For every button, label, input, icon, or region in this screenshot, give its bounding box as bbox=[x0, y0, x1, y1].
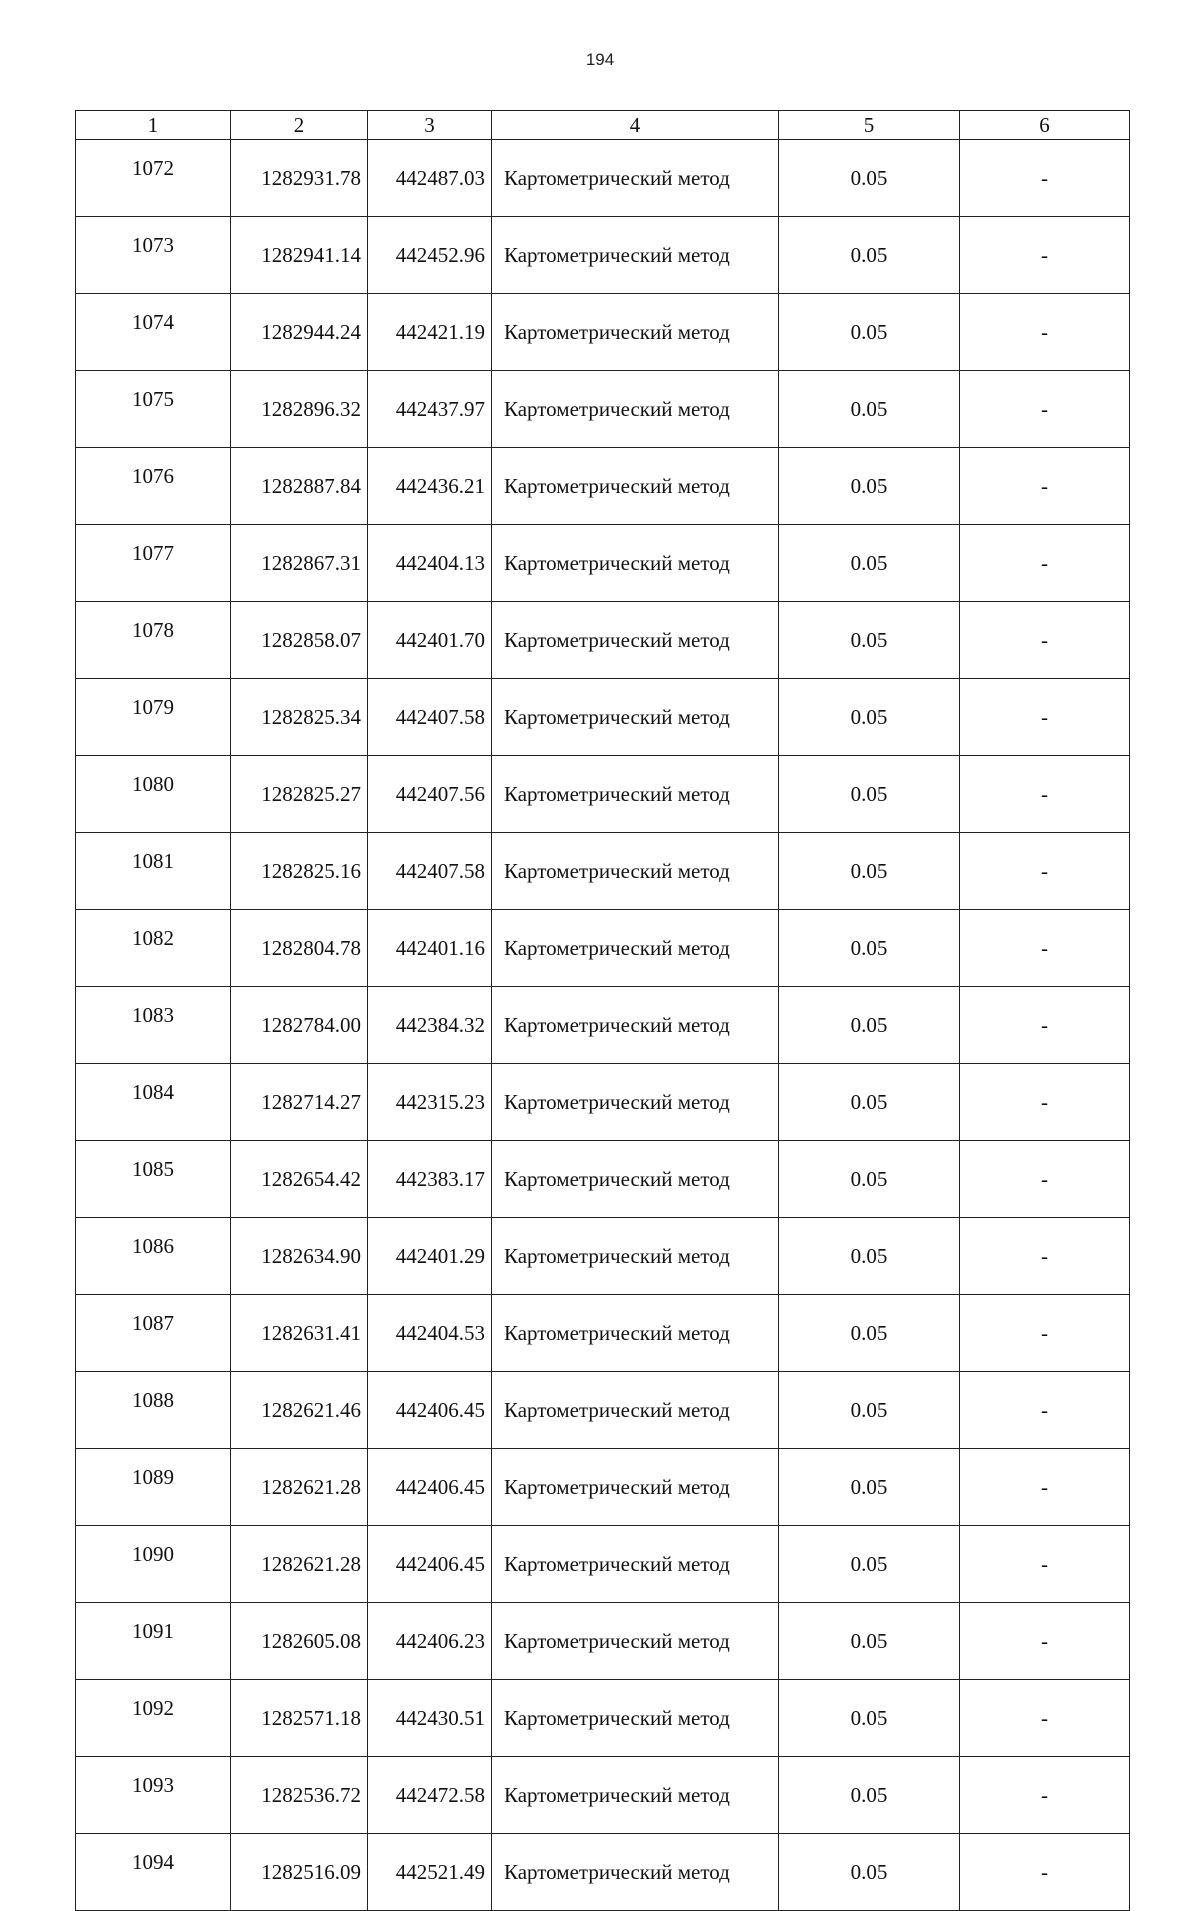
point-number-cell: 1075 bbox=[76, 371, 231, 448]
coordinate-x-cell: 1282654.42 bbox=[231, 1141, 368, 1218]
coordinate-y-cell: 442407.56 bbox=[368, 756, 492, 833]
method-cell: Картометрический метод bbox=[492, 1526, 779, 1603]
note-cell: - bbox=[960, 1295, 1130, 1372]
method-cell: Картометрический метод bbox=[492, 1064, 779, 1141]
table-row bbox=[76, 448, 1130, 525]
note-cell: - bbox=[960, 294, 1130, 371]
coordinate-y-cell: 442401.29 bbox=[368, 1218, 492, 1295]
coordinate-y-cell: 442436.21 bbox=[368, 448, 492, 525]
coordinate-x-cell: 1282804.78 bbox=[231, 910, 368, 987]
accuracy-cell: 0.05 bbox=[779, 910, 960, 987]
accuracy-cell: 0.05 bbox=[779, 294, 960, 371]
coordinate-x-cell: 1282605.08 bbox=[231, 1603, 368, 1680]
coordinate-y-cell: 442521.49 bbox=[368, 1834, 492, 1911]
coordinate-y-cell: 442406.45 bbox=[368, 1526, 492, 1603]
coordinate-y-cell: 442437.97 bbox=[368, 371, 492, 448]
coordinate-x-cell: 1282621.46 bbox=[231, 1372, 368, 1449]
table-row bbox=[76, 217, 1130, 294]
column-header-2: 2 bbox=[231, 111, 368, 140]
note-cell: - bbox=[960, 525, 1130, 602]
coordinates-table bbox=[75, 110, 1130, 1911]
page-number: 194 bbox=[585, 50, 615, 69]
accuracy-cell: 0.05 bbox=[779, 525, 960, 602]
point-number-cell: 1083 bbox=[76, 987, 231, 1064]
accuracy-cell: 0.05 bbox=[779, 1064, 960, 1141]
method-cell: Картометрический метод bbox=[492, 679, 779, 756]
point-number-cell: 1087 bbox=[76, 1295, 231, 1372]
table-row bbox=[76, 1141, 1130, 1218]
coordinate-x-cell: 1282867.31 bbox=[231, 525, 368, 602]
table-row bbox=[76, 910, 1130, 987]
method-cell: Картометрический метод bbox=[492, 833, 779, 910]
method-cell: Картометрический метод bbox=[492, 1680, 779, 1757]
coordinate-x-cell: 1282571.18 bbox=[231, 1680, 368, 1757]
table-header bbox=[76, 111, 1130, 140]
coordinate-y-cell: 442406.45 bbox=[368, 1372, 492, 1449]
coordinate-x-cell: 1282944.24 bbox=[231, 294, 368, 371]
point-number-cell: 1079 bbox=[76, 679, 231, 756]
column-header-3: 3 bbox=[368, 111, 492, 140]
point-number-cell: 1089 bbox=[76, 1449, 231, 1526]
accuracy-cell: 0.05 bbox=[779, 1141, 960, 1218]
note-cell: - bbox=[960, 1526, 1130, 1603]
accuracy-cell: 0.05 bbox=[779, 1757, 960, 1834]
accuracy-cell: 0.05 bbox=[779, 987, 960, 1064]
coordinate-y-cell: 442315.23 bbox=[368, 1064, 492, 1141]
note-cell: - bbox=[960, 756, 1130, 833]
accuracy-cell: 0.05 bbox=[779, 679, 960, 756]
coordinate-x-cell: 1282634.90 bbox=[231, 1218, 368, 1295]
point-number-cell: 1072 bbox=[76, 140, 231, 217]
accuracy-cell: 0.05 bbox=[779, 1372, 960, 1449]
note-cell: - bbox=[960, 1064, 1130, 1141]
coordinate-x-cell: 1282896.32 bbox=[231, 371, 368, 448]
coordinate-x-cell: 1282714.27 bbox=[231, 1064, 368, 1141]
table-row bbox=[76, 1372, 1130, 1449]
accuracy-cell: 0.05 bbox=[779, 140, 960, 217]
coordinate-x-cell: 1282887.84 bbox=[231, 448, 368, 525]
method-cell: Картометрический метод bbox=[492, 1372, 779, 1449]
point-number-cell: 1094 bbox=[76, 1834, 231, 1911]
coordinate-x-cell: 1282825.34 bbox=[231, 679, 368, 756]
coordinate-y-cell: 442404.53 bbox=[368, 1295, 492, 1372]
method-cell: Картометрический метод bbox=[492, 1834, 779, 1911]
coordinate-y-cell: 442407.58 bbox=[368, 679, 492, 756]
coordinate-x-cell: 1282621.28 bbox=[231, 1526, 368, 1603]
accuracy-cell: 0.05 bbox=[779, 602, 960, 679]
note-cell: - bbox=[960, 987, 1130, 1064]
table-row bbox=[76, 1834, 1130, 1911]
accuracy-cell: 0.05 bbox=[779, 1526, 960, 1603]
note-cell: - bbox=[960, 910, 1130, 987]
method-cell: Картометрический метод bbox=[492, 525, 779, 602]
coordinate-x-cell: 1282931.78 bbox=[231, 140, 368, 217]
point-number-cell: 1073 bbox=[76, 217, 231, 294]
note-cell: - bbox=[960, 1141, 1130, 1218]
note-cell: - bbox=[960, 1218, 1130, 1295]
coordinate-y-cell: 442487.03 bbox=[368, 140, 492, 217]
table-row bbox=[76, 1218, 1130, 1295]
column-header-4: 4 bbox=[492, 111, 779, 140]
coordinate-x-cell: 1282784.00 bbox=[231, 987, 368, 1064]
table-row bbox=[76, 525, 1130, 602]
coordinate-y-cell: 442407.58 bbox=[368, 833, 492, 910]
coordinate-y-cell: 442472.58 bbox=[368, 1757, 492, 1834]
table-row bbox=[76, 602, 1130, 679]
table-row bbox=[76, 756, 1130, 833]
method-cell: Картометрический метод bbox=[492, 371, 779, 448]
point-number-cell: 1081 bbox=[76, 833, 231, 910]
note-cell: - bbox=[960, 602, 1130, 679]
method-cell: Картометрический метод bbox=[492, 1295, 779, 1372]
method-cell: Картометрический метод bbox=[492, 1603, 779, 1680]
coordinate-y-cell: 442383.17 bbox=[368, 1141, 492, 1218]
accuracy-cell: 0.05 bbox=[779, 756, 960, 833]
point-number-cell: 1085 bbox=[76, 1141, 231, 1218]
coordinate-x-cell: 1282858.07 bbox=[231, 602, 368, 679]
note-cell: - bbox=[960, 1449, 1130, 1526]
point-number-cell: 1074 bbox=[76, 294, 231, 371]
coordinate-x-cell: 1282621.28 bbox=[231, 1449, 368, 1526]
method-cell: Картометрический метод bbox=[492, 910, 779, 987]
table-row bbox=[76, 987, 1130, 1064]
accuracy-cell: 0.05 bbox=[779, 217, 960, 294]
method-cell: Картометрический метод bbox=[492, 140, 779, 217]
accuracy-cell: 0.05 bbox=[779, 1218, 960, 1295]
note-cell: - bbox=[960, 1680, 1130, 1757]
note-cell: - bbox=[960, 833, 1130, 910]
table-row bbox=[76, 140, 1130, 217]
accuracy-cell: 0.05 bbox=[779, 448, 960, 525]
accuracy-cell: 0.05 bbox=[779, 1680, 960, 1757]
column-header-1: 1 bbox=[76, 111, 231, 140]
coordinate-x-cell: 1282941.14 bbox=[231, 217, 368, 294]
point-number-cell: 1086 bbox=[76, 1218, 231, 1295]
method-cell: Картометрический метод bbox=[492, 448, 779, 525]
column-header-6: 6 bbox=[960, 111, 1130, 140]
point-number-cell: 1084 bbox=[76, 1064, 231, 1141]
point-number-cell: 1088 bbox=[76, 1372, 231, 1449]
table-row bbox=[76, 1603, 1130, 1680]
accuracy-cell: 0.05 bbox=[779, 1449, 960, 1526]
method-cell: Картометрический метод bbox=[492, 1218, 779, 1295]
coordinate-y-cell: 442401.16 bbox=[368, 910, 492, 987]
note-cell: - bbox=[960, 679, 1130, 756]
method-cell: Картометрический метод bbox=[492, 294, 779, 371]
coordinate-y-cell: 442401.70 bbox=[368, 602, 492, 679]
table-row bbox=[76, 679, 1130, 756]
accuracy-cell: 0.05 bbox=[779, 1295, 960, 1372]
coordinate-x-cell: 1282825.27 bbox=[231, 756, 368, 833]
coordinate-y-cell: 442404.13 bbox=[368, 525, 492, 602]
note-cell: - bbox=[960, 217, 1130, 294]
coordinate-y-cell: 442384.32 bbox=[368, 987, 492, 1064]
coordinate-x-cell: 1282825.16 bbox=[231, 833, 368, 910]
point-number-cell: 1092 bbox=[76, 1680, 231, 1757]
table-row bbox=[76, 1295, 1130, 1372]
table-row bbox=[76, 1757, 1130, 1834]
table-row bbox=[76, 1526, 1130, 1603]
note-cell: - bbox=[960, 1757, 1130, 1834]
note-cell: - bbox=[960, 448, 1130, 525]
accuracy-cell: 0.05 bbox=[779, 833, 960, 910]
method-cell: Картометрический метод bbox=[492, 1141, 779, 1218]
method-cell: Картометрический метод bbox=[492, 987, 779, 1064]
coordinate-x-cell: 1282631.41 bbox=[231, 1295, 368, 1372]
method-cell: Картометрический метод bbox=[492, 756, 779, 833]
coordinate-y-cell: 442421.19 bbox=[368, 294, 492, 371]
table-row bbox=[76, 1449, 1130, 1526]
point-number-cell: 1080 bbox=[76, 756, 231, 833]
note-cell: - bbox=[960, 1372, 1130, 1449]
point-number-cell: 1076 bbox=[76, 448, 231, 525]
point-number-cell: 1091 bbox=[76, 1603, 231, 1680]
method-cell: Картометрический метод bbox=[492, 602, 779, 679]
coordinate-y-cell: 442430.51 bbox=[368, 1680, 492, 1757]
note-cell: - bbox=[960, 140, 1130, 217]
method-cell: Картометрический метод bbox=[492, 1449, 779, 1526]
coordinate-y-cell: 442452.96 bbox=[368, 217, 492, 294]
point-number-cell: 1090 bbox=[76, 1526, 231, 1603]
table-row bbox=[76, 1680, 1130, 1757]
table-body bbox=[76, 140, 1130, 1911]
accuracy-cell: 0.05 bbox=[779, 371, 960, 448]
coordinate-y-cell: 442406.45 bbox=[368, 1449, 492, 1526]
point-number-cell: 1077 bbox=[76, 525, 231, 602]
note-cell: - bbox=[960, 371, 1130, 448]
note-cell: - bbox=[960, 1834, 1130, 1911]
table-row bbox=[76, 294, 1130, 371]
table-row bbox=[76, 1064, 1130, 1141]
accuracy-cell: 0.05 bbox=[779, 1834, 960, 1911]
table-row bbox=[76, 371, 1130, 448]
coordinate-x-cell: 1282516.09 bbox=[231, 1834, 368, 1911]
method-cell: Картометрический метод bbox=[492, 1757, 779, 1834]
coordinate-x-cell: 1282536.72 bbox=[231, 1757, 368, 1834]
coordinate-y-cell: 442406.23 bbox=[368, 1603, 492, 1680]
column-header-5: 5 bbox=[779, 111, 960, 140]
method-cell: Картометрический метод bbox=[492, 217, 779, 294]
point-number-cell: 1093 bbox=[76, 1757, 231, 1834]
note-cell: - bbox=[960, 1603, 1130, 1680]
accuracy-cell: 0.05 bbox=[779, 1603, 960, 1680]
point-number-cell: 1078 bbox=[76, 602, 231, 679]
table-row bbox=[76, 833, 1130, 910]
point-number-cell: 1082 bbox=[76, 910, 231, 987]
header-row bbox=[76, 111, 1130, 140]
